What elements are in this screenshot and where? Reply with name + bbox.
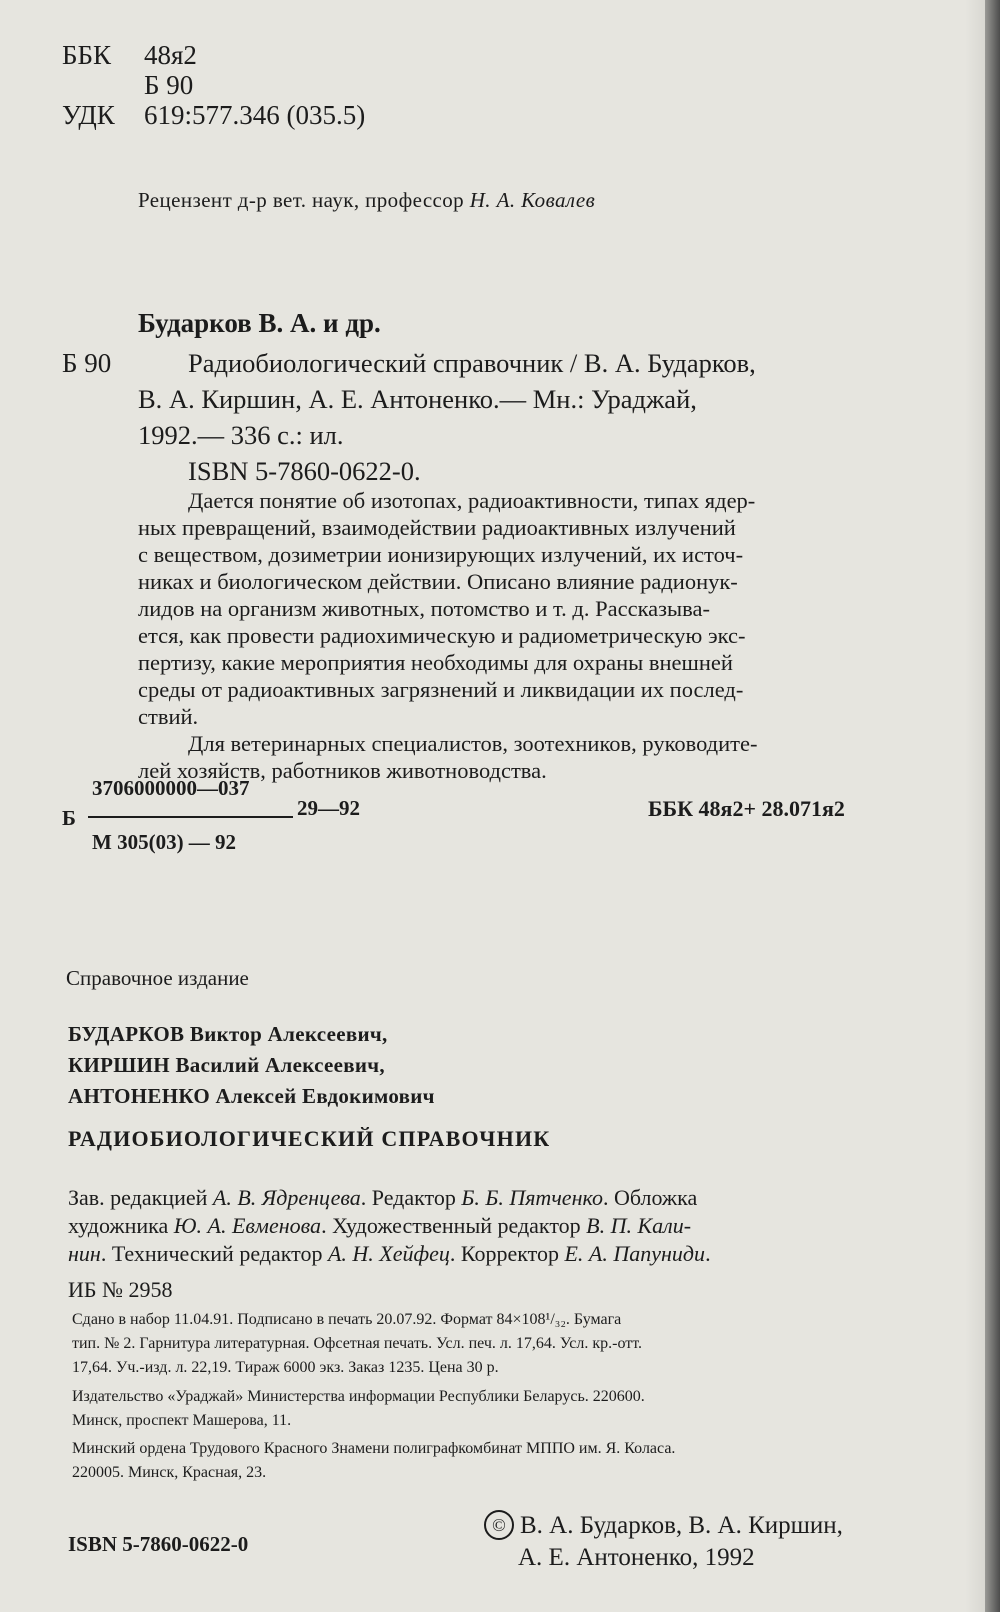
- author-full: [68, 1022, 435, 1053]
- classification-codes: [62, 40, 365, 130]
- copyright-line: [484, 1542, 843, 1574]
- ib-number: ИБ № 2958: [68, 1277, 173, 1302]
- tech-line: тип. № 2. Гарнитура литературная. Офсетная печать. Усл. печ. л. 17,64. Усл. кр.-отт.: [72, 1335, 643, 1352]
- abstract-line: с веществом, дозиметрии ионизирующих излучений, их источ-: [138, 542, 744, 567]
- author-full: [68, 1053, 435, 1084]
- catalog-cipher: Б 90: [62, 348, 112, 378]
- copyright-block: [484, 1510, 843, 1574]
- copyright-line: [484, 1510, 843, 1542]
- code-key: [62, 70, 144, 100]
- edition-type: Справочное издание: [66, 966, 249, 990]
- staff-text: . Технический редактор: [100, 1241, 328, 1266]
- reviewer-prefix: Рецензент д-р вет. наук, профессор: [138, 188, 465, 212]
- staff-text: . Обложка: [602, 1185, 698, 1210]
- abstract-line: никах и биологическом действии. Описано влияние радионук-: [138, 569, 738, 594]
- fraction-letter: Б: [62, 806, 76, 830]
- bib-line: 1992.— 336 с.: ил.: [138, 420, 344, 450]
- tech-line: 17,64. Уч.-изд. л. 22,19. Тираж 6000 экз. Заказ 1235. Цена 30 р.: [72, 1359, 499, 1376]
- page-edge: [985, 0, 1000, 1612]
- abstract-line: ется, как провести радиохимическую и радиометрическую экс-: [138, 623, 746, 648]
- abstract-line: среды от радиоактивных загрязнений и ликвидации их послед-: [138, 677, 744, 702]
- staff-text: . Корректор: [449, 1241, 565, 1266]
- staff-text: Зав. редакцией: [68, 1185, 213, 1210]
- staff-text: . Редактор: [360, 1185, 462, 1210]
- code-value: Б 90: [144, 70, 194, 100]
- author-surname: БУДАРКОВ: [68, 1022, 185, 1046]
- abstract-line: ствий.: [138, 704, 199, 729]
- abstract-line: Дается понятие об изотопах, радиоактивности, типах ядер-: [188, 488, 756, 513]
- staff-text: . Художественный редактор: [321, 1213, 587, 1238]
- fraction-bar: [88, 816, 293, 818]
- author-surname: АНТОНЕНКО: [68, 1084, 210, 1108]
- book-title: РАДИОБИОЛОГИЧЕСКИЙ СПРАВОЧНИК: [68, 1126, 551, 1151]
- audience-line: лей хозяйств, работников животноводства.: [138, 758, 547, 783]
- abstract-line: лидов на организм животных, потомство и т. д. Рассказыва-: [138, 596, 710, 621]
- catalog-author-heading: Бударков В. А. и др.: [138, 308, 381, 338]
- reviewer-line: [138, 188, 595, 213]
- code-value: 619:577.346 (035.5): [144, 100, 366, 130]
- staff-name: Е. А. Папуниди: [564, 1241, 706, 1266]
- page-fold-shadow: [965, 0, 985, 1612]
- tech-line: Сдано в набор 11.04.91. Подписано в печать 20.07.92. Формат 84×108¹/₃₂. Бумага: [72, 1311, 622, 1328]
- code-key: УДК: [62, 100, 115, 130]
- code-row-bbk: [62, 40, 365, 70]
- bib-line: В. А. Киршин, А. Е. Антоненко.— Мн.: Ураджай,: [138, 384, 697, 414]
- reviewer-name: Н. А. Ковалев: [469, 188, 596, 212]
- staff-text: художника: [68, 1213, 174, 1238]
- tech-line: Издательство «Ураджай» Министерства информации Республики Беларусь. 220600.: [72, 1388, 645, 1405]
- staff-name: В. П. Кали-: [586, 1213, 692, 1238]
- audience-line: Для ветеринарных специалистов, зоотехников, руководите-: [188, 731, 758, 756]
- code-row-cipher: [62, 70, 365, 100]
- author-given: Алексей Евдокимович: [215, 1084, 435, 1108]
- code-value: 48я2: [144, 40, 197, 70]
- tech-line: 220005. Минск, Красная, 23.: [72, 1464, 267, 1481]
- code-row-udk: [62, 100, 365, 130]
- copyright-icon: ©: [484, 1510, 514, 1540]
- bib-line: Радиобиологический справочник / В. А. Бударков,: [188, 348, 756, 378]
- staff-line: [68, 1185, 697, 1211]
- staff-name: А. Н. Хейфец: [327, 1241, 450, 1266]
- author-surname: КИРШИН: [68, 1053, 170, 1077]
- catalog-bbk-full: ББК 48я2+ 28.071я2: [648, 796, 845, 821]
- staff-line: [68, 1241, 711, 1267]
- copyright-line2: А. Е. Антоненко, 1992: [518, 1544, 755, 1571]
- staff-name: Б. Б. Пятченко: [461, 1185, 603, 1210]
- staff-line: [68, 1213, 691, 1239]
- author-given: Василий Алексеевич,: [175, 1053, 385, 1077]
- fraction-denominator: М 305(03) — 92: [92, 830, 237, 854]
- authors-full-list: [68, 1022, 435, 1115]
- fraction-numerator: 3706000000—037: [92, 776, 250, 800]
- tech-line: Минский ордена Трудового Красного Знамени полиграфкомбинат МППО им. Я. Коласа.: [72, 1440, 676, 1457]
- staff-text: .: [705, 1241, 711, 1266]
- staff-name: нин: [68, 1241, 101, 1266]
- abstract-line: ных превращений, взаимодействии радиоактивных излучений: [138, 515, 736, 540]
- author-full: [68, 1084, 435, 1115]
- abstract-line: пертизу, какие мероприятия необходимы для охраны внешней: [138, 650, 733, 675]
- tech-line: Минск, проспект Машерова, 11.: [72, 1412, 292, 1429]
- isbn-bottom: ISBN 5-7860-0622-0: [68, 1532, 249, 1556]
- staff-name: Ю. А. Евменова: [173, 1213, 322, 1238]
- author-given: Виктор Алексеевич,: [189, 1022, 388, 1046]
- catalog-isbn: ISBN 5-7860-0622-0.: [188, 456, 421, 486]
- copyright-line1: В. А. Бударков, В. А. Киршин,: [520, 1512, 843, 1539]
- fraction-suffix: 29—92: [297, 796, 360, 820]
- staff-name: А. В. Ядренцева: [212, 1185, 361, 1210]
- code-key: ББК: [62, 40, 112, 70]
